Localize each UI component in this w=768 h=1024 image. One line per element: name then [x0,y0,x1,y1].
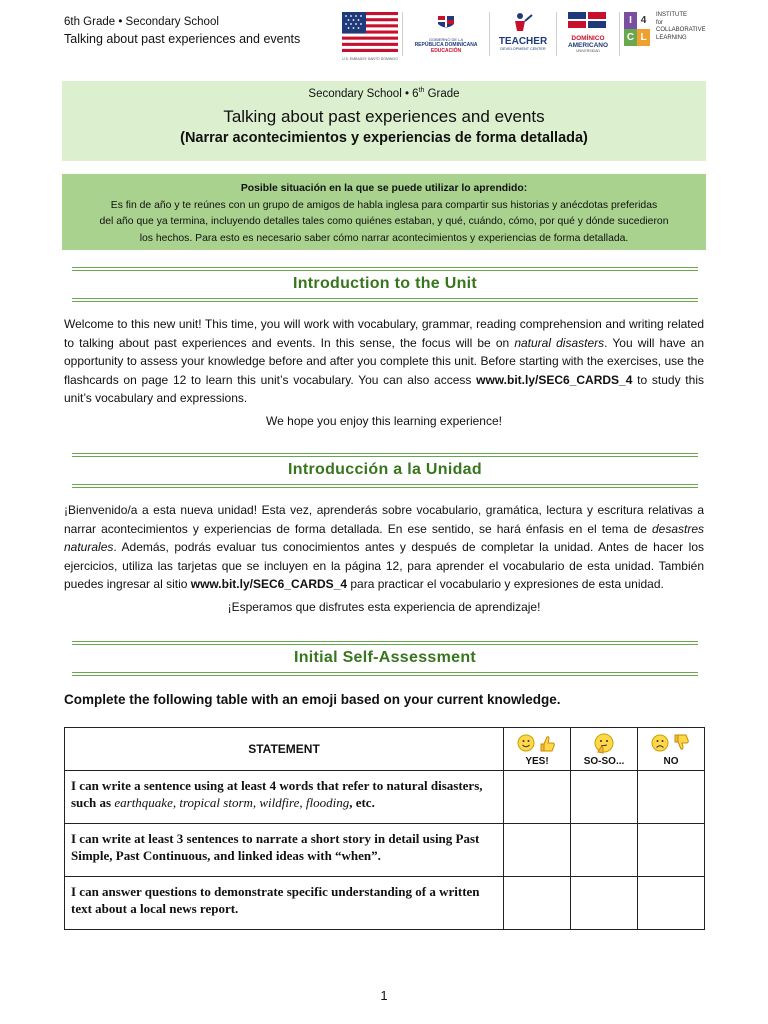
rd-logo-line2: REPÚBLICA DOMINICANA [414,42,478,48]
logo-divider [619,12,620,56]
icl-grid-icon [624,12,650,46]
dominico-americano-logo [561,12,615,53]
answer-cell-yes[interactable] [504,877,571,930]
rd-logo-line3: EDUCACIÓN [430,48,462,54]
partner-logos [342,12,734,60]
answer-cell-no[interactable] [638,771,705,824]
self-assessment-instruction: Complete the following table with an emoji based on your current knowledge. [64,692,561,707]
situation-heading: Posible situación en la que se puede utilizar lo aprendido: [240,183,528,194]
da-logo-line1: DOMÍNICO [571,35,605,42]
situation-line: Es fin de año y te reúnes con un grupo de amigos de habla inglesa para compartir sus historias y anécdotas preferidas [110,199,658,211]
teacher-dev-center-logo [494,12,552,51]
col-soso-header [571,728,638,771]
col-no-header [638,728,705,771]
table-row [65,824,705,877]
da-flag-icon [568,12,608,30]
self-assessment-table [64,727,705,930]
running-header [64,14,300,48]
answer-cell-soso[interactable] [571,771,638,824]
unit-label: Talking about past experiences and events [64,32,301,46]
statement-cell: I can answer questions to demonstrate specific understanding of a written text about a local news report. [65,877,504,930]
table-row [65,877,705,930]
cards-link[interactable]: www.bit.ly/SEC6_CARDS_4 [476,372,633,387]
page-number: 1 [380,988,388,1003]
teacher-logo-title: TEACHER [498,36,548,47]
cards-link-es[interactable]: www.bit.ly/SEC6_CARDS_4 [190,577,348,592]
icl-logo [624,12,734,46]
situation-line: del año que ya termina, incluyendo detalles tales como quiénes estaban, y qué, cuándo, cómo, por qué y dónde sucedieron [99,216,669,227]
intro-es-heading: Introducción a la Unidad [72,453,698,488]
teacher-figure-icon [512,12,534,32]
answer-cell-soso[interactable] [571,877,638,930]
icl-letter: C [624,29,637,46]
logo-divider [402,12,403,56]
self-assessment-heading: Initial Self-Assessment [72,641,698,676]
statement-cell: I can write at least 3 sentences to narrate a short story in detail using Past Simple, Past Continuous, and linked ideas with “when”. [65,824,504,877]
answer-cell-no[interactable] [638,877,705,930]
col-soso-label: SO-SO... [583,756,625,767]
answer-cell-soso[interactable] [571,824,638,877]
intro-en-closing: We hope you enjoy this learning experience! [266,414,502,428]
us-flag-icon [342,12,398,52]
unit-title-es: (Narrar acontecimientos y experiencias de forma detallada) [180,129,588,146]
situation-line: los hechos. Para esto es necesario saber cómo narrar acontecimientos y experiencias de forma detallada. [139,232,629,244]
answer-cell-yes[interactable] [504,824,571,877]
intro-es-paragraph: ¡Bienvenido/a a esta nueva unidad! Esta vez, aprenderás sobre vocabulario, gramática, lectura y escritura relativas a narrar acontecimientos y experiencias de forma detallada. En ese sentido, se hará énfasis en el tema de desastres naturales. Además, podrás evaluar tus conocimientos antes y después de completar la unidad. Antes de hacer los ejercicios, utiliza las tarjetas que se incluyen en la página 12, para aprender el vocabulario de esta unidad. También puedes ingresar al sitio www.bit.ly/SEC6_CARDS_4 para practicar el vocabulario y expresiones de esta unidad. [64,503,704,592]
icl-letter: I [624,12,637,29]
logo-divider [556,12,557,56]
da-logo-line3: UNIVERSIDAD [576,49,600,53]
icl-line2: for [656,19,664,26]
icl-letter: 4 [637,12,650,29]
title-box [62,81,706,161]
icl-line4: LEARNING [656,34,687,41]
situation-box [62,174,706,250]
coat-of-arms-icon [435,12,457,32]
statement-cell: I can write a sentence using at least 4 words that refer to natural disasters, such as earthquake, tropical storm, wildfire, flooding, etc. [65,771,504,824]
col-yes-header [504,728,571,771]
intro-es-closing: ¡Esperamos que disfrutes esta experiencia de aprendizaje! [227,600,541,614]
answer-cell-no[interactable] [638,824,705,877]
unit-title: Talking about past experiences and events [223,106,545,126]
frown-thumbs-down-icon [638,730,704,756]
us-embassy-logo [342,12,398,61]
table-header-row [65,728,705,771]
icl-line1: INSTITUTE [656,12,687,18]
intro-en-heading: Introduction to the Unit [72,267,698,302]
da-logo-line2: AMERICANO [567,42,609,49]
answer-cell-yes[interactable] [504,771,571,824]
smile-thumbs-up-icon [504,730,570,756]
col-yes-label: YES! [525,756,549,767]
rd-education-logo [407,12,485,54]
col-no-label: NO [663,756,679,767]
icl-line3: COLLABORATIVE [656,27,706,33]
grade-label: 6th Grade • Secondary School [64,16,219,28]
intro-en-paragraph: Welcome to this new unit! This time, you will work with vocabulary, grammar, reading comprehension and writing related to talking about past experiences and events. In this sense, the focus will be on natural disasters. You will have an opportunity to assess your knowledge before and after you complete this unit. Before starting with the exercises, use the flashcards on page 12 to learn this unit’s vocabulary. You can also access www.bit.ly/SEC6_CARDS_4 to study this unit’s vocabulary and expressions. [64,317,704,406]
teacher-logo-sub: DEVELOPMENT CENTER [500,47,546,51]
us-embassy-caption: U.S. EMBASSY SANTO DOMINGO [342,57,398,61]
title-subtitle: Secondary School • 6th Grade [308,87,460,100]
thinking-face-icon [571,730,637,756]
statement-header: STATEMENT [65,728,504,771]
icl-letter: L [637,29,650,46]
logo-divider [489,12,490,56]
table-row [65,771,705,824]
rd-logo-line1: GOBIERNO DE LA [428,37,464,42]
